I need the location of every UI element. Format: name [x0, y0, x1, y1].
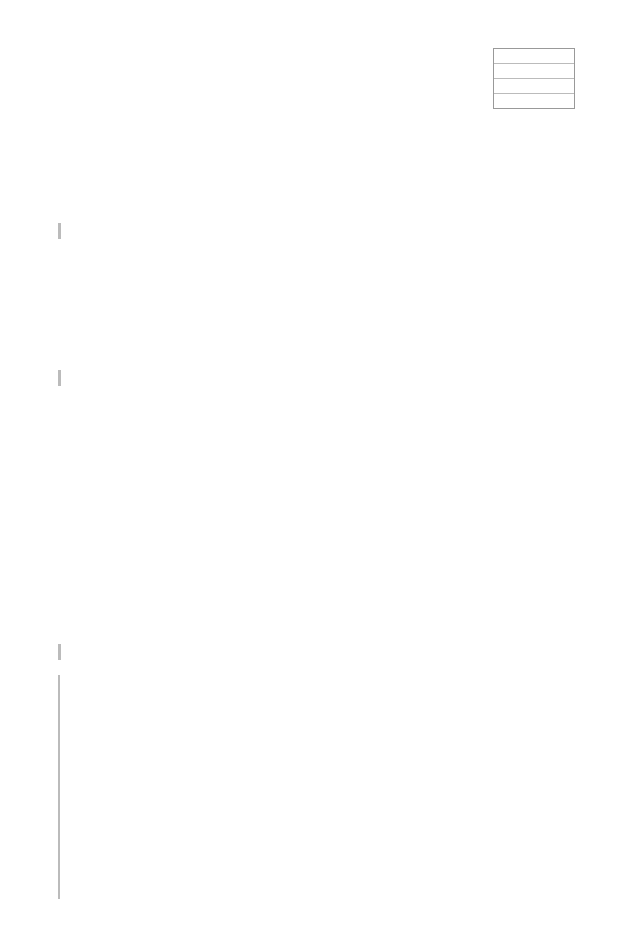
section-header-rhythm	[58, 223, 77, 239]
song-info-box	[493, 48, 575, 109]
song-meta	[57, 82, 67, 96]
chorus-bar	[58, 675, 60, 899]
section-header-verse	[58, 370, 77, 386]
info-capo	[494, 94, 574, 108]
rhythm-pattern-staff	[0, 260, 633, 350]
info-chosen-key	[494, 79, 574, 94]
info-tempo	[494, 49, 574, 64]
info-original-key	[494, 64, 574, 79]
section-header-chorus	[58, 644, 77, 660]
